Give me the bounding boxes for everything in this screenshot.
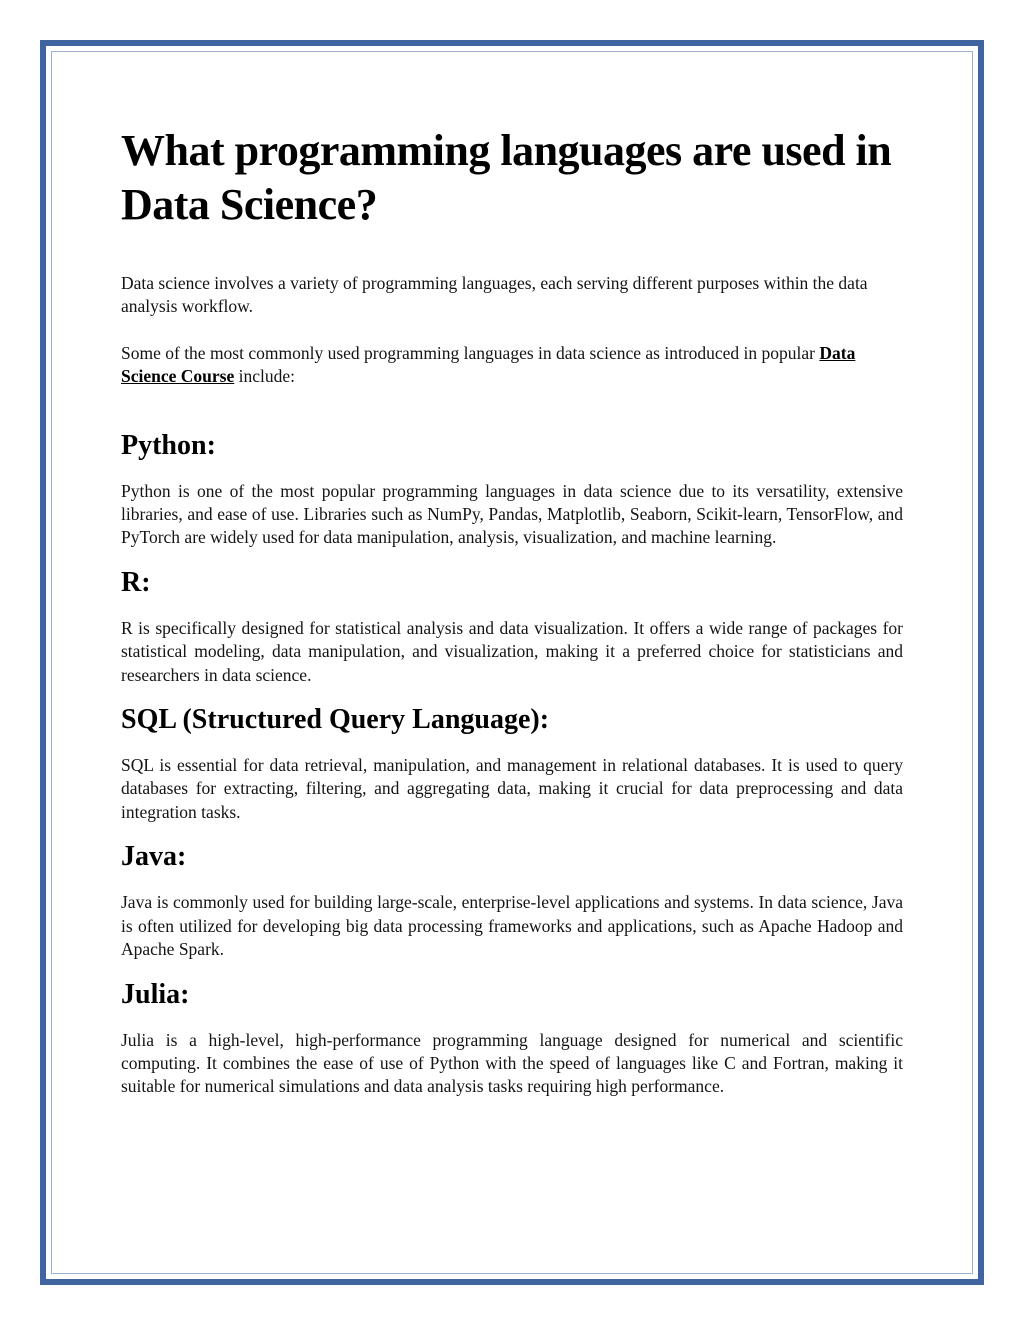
section-body-sql: SQL is essential for data retrieval, manipulation, and management in relational databases. It is used to query databases for extracting, filtering, and aggregating data, making it crucial for data preprocessing and data integration tasks. bbox=[121, 755, 903, 822]
section-body-python: Python is one of the most popular programming languages in data science due to its versatility, extensive libraries, and ease of use. Libraries such as NumPy, Pandas, Matplotlib, Seaborn, Scikit-learn, TensorFlow, and PyTorch are widely used for data manipulation, analysis, visualization, and machine learning. bbox=[121, 480, 903, 548]
page-title: What programming languages are used in Data Science? bbox=[121, 126, 892, 229]
section-heading-python: Python: bbox=[121, 429, 216, 461]
section-heading-sql: SQL (Structured Query Language): bbox=[121, 704, 550, 736]
section-heading-julia: Julia: bbox=[121, 978, 190, 1010]
section-heading-java: Java: bbox=[121, 841, 187, 873]
section-body-java: Java is commonly used for building large-scale, enterprise-level applications and systems. In data science, Java is often utilized for developing big data processing frameworks and applications, such as Apache Hadoop and Apache Spark. bbox=[121, 892, 903, 960]
document-content bbox=[121, 124, 903, 1099]
intro-paragraph-2-text-before: Some of the most commonly used programming languages in data science as introduced in popular bbox=[121, 342, 820, 363]
intro-paragraph-2-text-after: include: bbox=[234, 366, 295, 387]
section-body-julia: Julia is a high-level, high-performance programming language designed for numerical and scientific computing. It combines the ease of use of Python with the speed of languages like C and Fortran, making it suitable for numerical simulations and data analysis tasks requiring high performance. bbox=[121, 1029, 903, 1097]
intro-paragraph-1: Data science involves a variety of programming languages, each serving different purposes within the data analysis workflow. bbox=[121, 273, 868, 317]
intro-paragraph-2 bbox=[121, 342, 903, 389]
section-heading-r: R: bbox=[121, 566, 151, 598]
data-science-course-link[interactable]: Data Science Course bbox=[121, 342, 856, 387]
section-body-r: R is specifically designed for statistical analysis and data visualization. It offers a wide range of packages for statistical modeling, data manipulation, and visualization, making it a preferred choice for statisticians and researchers in data science. bbox=[121, 617, 903, 685]
